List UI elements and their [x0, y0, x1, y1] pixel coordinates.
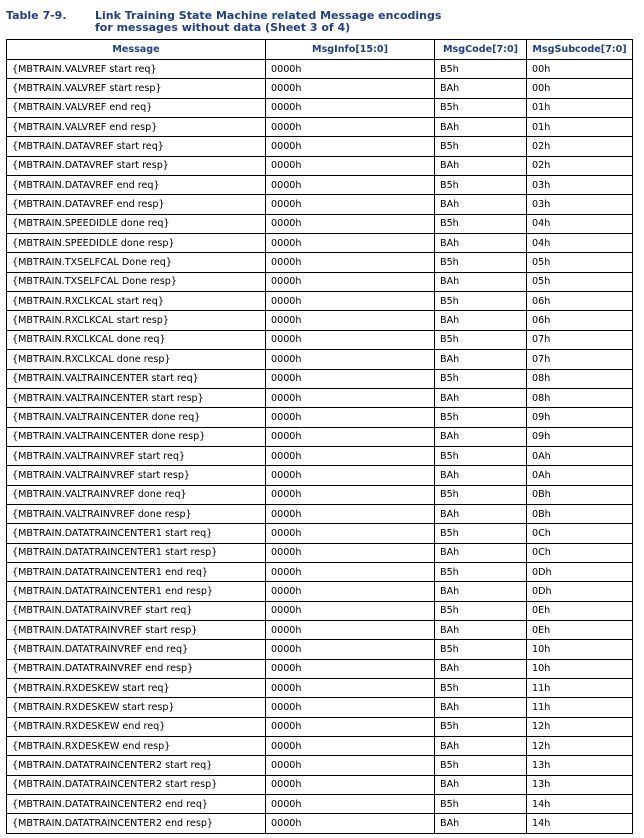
cell-msgsubcode: 09h: [527, 408, 633, 427]
table-row: [7, 408, 633, 427]
cell-msgcode: B5h: [435, 176, 527, 195]
cell-msgcode: BAh: [435, 620, 527, 639]
cell-msgcode: BAh: [435, 775, 527, 794]
cell-msgcode: BAh: [435, 504, 527, 523]
cell-msgsubcode: 01h: [527, 98, 633, 117]
table-row: [7, 234, 633, 253]
table-number: Table 7-9.: [6, 9, 67, 22]
cell-message: {MBTRAIN.VALTRAINVREF done resp}: [7, 504, 266, 523]
header-message: Message: [7, 40, 266, 60]
cell-msginfo: 0000h: [266, 369, 435, 388]
cell-msginfo: 0000h: [266, 814, 435, 833]
cell-msgsubcode: 04h: [527, 214, 633, 233]
cell-message: {MBTRAIN.VALTRAINVREF start req}: [7, 446, 266, 465]
table-title-line-1: Link Training State Machine related Message encodings: [95, 9, 442, 22]
table-row: [7, 446, 633, 465]
table-row: [7, 543, 633, 562]
cell-msginfo: 0000h: [266, 795, 435, 814]
cell-message: {MBTRAIN.SPEEDIDLE done req}: [7, 214, 266, 233]
table-row: [7, 156, 633, 175]
cell-msgcode: BAh: [435, 698, 527, 717]
table-row: [7, 98, 633, 117]
cell-message: {MBTRAIN.VALTRAINVREF start resp}: [7, 466, 266, 485]
table-row: [7, 350, 633, 369]
cell-msginfo: 0000h: [266, 195, 435, 214]
cell-message: {MBTRAIN.DATATRAINCENTER2 end req}: [7, 795, 266, 814]
table-row: [7, 737, 633, 756]
cell-msgcode: B5h: [435, 292, 527, 311]
cell-msgsubcode: 08h: [527, 369, 633, 388]
table-row: [7, 311, 633, 330]
cell-message: {MBTRAIN.SPEEDIDLE done resp}: [7, 234, 266, 253]
cell-msgsubcode: 13h: [527, 775, 633, 794]
cell-msgcode: BAh: [435, 388, 527, 407]
cell-message: {MBTRAIN.DATAVREF start req}: [7, 137, 266, 156]
table-row: [7, 504, 633, 523]
cell-msgsubcode: 03h: [527, 195, 633, 214]
cell-msgsubcode: 03h: [527, 176, 633, 195]
table-row: [7, 118, 633, 137]
cell-msgcode: B5h: [435, 562, 527, 581]
cell-message: {MBTRAIN.VALTRAINCENTER start req}: [7, 369, 266, 388]
cell-msginfo: 0000h: [266, 176, 435, 195]
table-row: [7, 775, 633, 794]
cell-msginfo: 0000h: [266, 582, 435, 601]
cell-msginfo: 0000h: [266, 775, 435, 794]
cell-message: {MBTRAIN.DATAVREF start resp}: [7, 156, 266, 175]
cell-msgsubcode: 0Dh: [527, 582, 633, 601]
cell-message: {MBTRAIN.RXCLKCAL done req}: [7, 330, 266, 349]
cell-message: {MBTRAIN.DATATRAINCENTER1 start resp}: [7, 543, 266, 562]
cell-msginfo: 0000h: [266, 485, 435, 504]
table-row: [7, 214, 633, 233]
cell-msgsubcode: 0Ch: [527, 524, 633, 543]
cell-msginfo: 0000h: [266, 679, 435, 698]
cell-msginfo: 0000h: [266, 543, 435, 562]
cell-msginfo: 0000h: [266, 408, 435, 427]
cell-msgcode: BAh: [435, 195, 527, 214]
cell-msginfo: 0000h: [266, 659, 435, 678]
table-row: [7, 195, 633, 214]
table-row: [7, 524, 633, 543]
cell-msgcode: BAh: [435, 350, 527, 369]
table-row: [7, 562, 633, 581]
cell-msgsubcode: 0Bh: [527, 485, 633, 504]
table-row: [7, 427, 633, 446]
cell-message: {MBTRAIN.DATATRAINCENTER1 end req}: [7, 562, 266, 581]
cell-msgcode: B5h: [435, 137, 527, 156]
cell-msginfo: 0000h: [266, 272, 435, 291]
cell-msgcode: BAh: [435, 466, 527, 485]
table-row: [7, 466, 633, 485]
cell-msgsubcode: 0Eh: [527, 601, 633, 620]
cell-msginfo: 0000h: [266, 756, 435, 775]
cell-msginfo: 0000h: [266, 292, 435, 311]
cell-msgcode: BAh: [435, 234, 527, 253]
cell-msgcode: B5h: [435, 330, 527, 349]
cell-msginfo: 0000h: [266, 388, 435, 407]
cell-msginfo: 0000h: [266, 504, 435, 523]
cell-msginfo: 0000h: [266, 214, 435, 233]
cell-message: {MBTRAIN.VALVREF start req}: [7, 60, 266, 79]
cell-message: {MBTRAIN.RXDESKEW end resp}: [7, 737, 266, 756]
cell-message: {MBTRAIN.TXSELFCAL Done req}: [7, 253, 266, 272]
cell-msgsubcode: 11h: [527, 698, 633, 717]
cell-msgcode: B5h: [435, 601, 527, 620]
cell-msgsubcode: 05h: [527, 272, 633, 291]
cell-msgsubcode: 00h: [527, 79, 633, 98]
cell-msginfo: 0000h: [266, 640, 435, 659]
cell-msginfo: 0000h: [266, 350, 435, 369]
cell-message: {MBTRAIN.VALVREF end req}: [7, 98, 266, 117]
cell-msginfo: 0000h: [266, 98, 435, 117]
cell-msginfo: 0000h: [266, 620, 435, 639]
cell-msgcode: B5h: [435, 253, 527, 272]
cell-message: {MBTRAIN.DATATRAINVREF start req}: [7, 601, 266, 620]
cell-msgsubcode: 02h: [527, 137, 633, 156]
cell-msginfo: 0000h: [266, 79, 435, 98]
cell-message: {MBTRAIN.DATAVREF end req}: [7, 176, 266, 195]
cell-msgcode: B5h: [435, 408, 527, 427]
cell-msgsubcode: 09h: [527, 427, 633, 446]
cell-msgsubcode: 12h: [527, 737, 633, 756]
cell-msgcode: B5h: [435, 756, 527, 775]
cell-message: {MBTRAIN.DATATRAINCENTER2 start req}: [7, 756, 266, 775]
cell-msgcode: BAh: [435, 737, 527, 756]
header-msgcode: MsgCode[7:0]: [435, 40, 527, 60]
cell-msgsubcode: 04h: [527, 234, 633, 253]
cell-message: {MBTRAIN.TXSELFCAL Done resp}: [7, 272, 266, 291]
cell-msgsubcode: 07h: [527, 350, 633, 369]
table-title-line-2: for messages without data (Sheet 3 of 4): [95, 20, 351, 34]
cell-msginfo: 0000h: [266, 446, 435, 465]
cell-msginfo: 0000h: [266, 118, 435, 137]
table-row: [7, 137, 633, 156]
cell-msginfo: 0000h: [266, 524, 435, 543]
cell-msgcode: BAh: [435, 543, 527, 562]
cell-msgsubcode: 0Eh: [527, 620, 633, 639]
table-row: [7, 388, 633, 407]
cell-message: {MBTRAIN.DATAVREF end resp}: [7, 195, 266, 214]
cell-msginfo: 0000h: [266, 698, 435, 717]
cell-message: {MBTRAIN.VALTRAINCENTER start resp}: [7, 388, 266, 407]
cell-msgcode: B5h: [435, 214, 527, 233]
cell-msgsubcode: 08h: [527, 388, 633, 407]
cell-msgcode: B5h: [435, 640, 527, 659]
cell-msginfo: 0000h: [266, 60, 435, 79]
cell-msginfo: 0000h: [266, 466, 435, 485]
cell-msgsubcode: 0Dh: [527, 562, 633, 581]
message-encoding-table: [6, 39, 633, 834]
cell-msgcode: BAh: [435, 272, 527, 291]
cell-msgsubcode: 06h: [527, 311, 633, 330]
cell-msginfo: 0000h: [266, 737, 435, 756]
cell-msgcode: BAh: [435, 814, 527, 833]
cell-msginfo: 0000h: [266, 330, 435, 349]
table-row: [7, 620, 633, 639]
cell-msginfo: 0000h: [266, 562, 435, 581]
cell-message: {MBTRAIN.DATATRAINCENTER1 start req}: [7, 524, 266, 543]
cell-msginfo: 0000h: [266, 156, 435, 175]
cell-msgsubcode: 10h: [527, 659, 633, 678]
cell-msgsubcode: 0Bh: [527, 504, 633, 523]
cell-msginfo: 0000h: [266, 601, 435, 620]
cell-msgsubcode: 0Ah: [527, 446, 633, 465]
cell-msgsubcode: 07h: [527, 330, 633, 349]
table-row: [7, 485, 633, 504]
cell-message: {MBTRAIN.RXDESKEW start req}: [7, 679, 266, 698]
cell-msginfo: 0000h: [266, 234, 435, 253]
cell-msgsubcode: 05h: [527, 253, 633, 272]
cell-message: {MBTRAIN.RXDESKEW start resp}: [7, 698, 266, 717]
table-row: [7, 679, 633, 698]
cell-message: {MBTRAIN.VALVREF end resp}: [7, 118, 266, 137]
cell-msgcode: BAh: [435, 582, 527, 601]
cell-message: {MBTRAIN.VALTRAINCENTER done resp}: [7, 427, 266, 446]
table-row: [7, 698, 633, 717]
table-row: [7, 659, 633, 678]
cell-msgsubcode: 10h: [527, 640, 633, 659]
cell-msgcode: B5h: [435, 98, 527, 117]
cell-msgcode: BAh: [435, 427, 527, 446]
cell-message: {MBTRAIN.RXCLKCAL start resp}: [7, 311, 266, 330]
cell-msgsubcode: 06h: [527, 292, 633, 311]
cell-msgcode: BAh: [435, 156, 527, 175]
cell-msgcode: B5h: [435, 60, 527, 79]
cell-message: {MBTRAIN.RXDESKEW end req}: [7, 717, 266, 736]
table-row: [7, 756, 633, 775]
table-row: [7, 795, 633, 814]
cell-msgsubcode: 01h: [527, 118, 633, 137]
table-row: [7, 369, 633, 388]
cell-msgsubcode: 11h: [527, 679, 633, 698]
cell-msginfo: 0000h: [266, 253, 435, 272]
cell-msgsubcode: 0Ch: [527, 543, 633, 562]
cell-msgcode: B5h: [435, 446, 527, 465]
cell-message: {MBTRAIN.DATATRAINCENTER1 end resp}: [7, 582, 266, 601]
cell-msginfo: 0000h: [266, 717, 435, 736]
cell-message: {MBTRAIN.RXCLKCAL done resp}: [7, 350, 266, 369]
table-row: [7, 717, 633, 736]
cell-msgcode: B5h: [435, 485, 527, 504]
cell-msgcode: BAh: [435, 659, 527, 678]
table-row: [7, 582, 633, 601]
cell-msgsubcode: 14h: [527, 795, 633, 814]
cell-msgcode: B5h: [435, 717, 527, 736]
cell-msginfo: 0000h: [266, 137, 435, 156]
cell-message: {MBTRAIN.DATATRAINVREF end resp}: [7, 659, 266, 678]
cell-msginfo: 0000h: [266, 427, 435, 446]
cell-msgcode: B5h: [435, 679, 527, 698]
table-row: [7, 601, 633, 620]
table-row: [7, 330, 633, 349]
table-title: [95, 10, 635, 33]
cell-message: {MBTRAIN.VALVREF start resp}: [7, 79, 266, 98]
table-row: [7, 292, 633, 311]
table-row: [7, 272, 633, 291]
cell-msgsubcode: 00h: [527, 60, 633, 79]
cell-message: {MBTRAIN.VALTRAINCENTER done req}: [7, 408, 266, 427]
cell-msgcode: BAh: [435, 118, 527, 137]
cell-msgcode: B5h: [435, 369, 527, 388]
cell-msgsubcode: 0Ah: [527, 466, 633, 485]
cell-message: {MBTRAIN.DATATRAINCENTER2 start resp}: [7, 775, 266, 794]
table-row: [7, 640, 633, 659]
table-row: [7, 253, 633, 272]
table-body: [7, 60, 633, 834]
table-row: [7, 79, 633, 98]
table-header-row: [7, 40, 633, 60]
header-msgsubcode: MsgSubcode[7:0]: [527, 40, 633, 60]
cell-msgcode: B5h: [435, 795, 527, 814]
table-row: [7, 814, 633, 833]
cell-msgcode: B5h: [435, 524, 527, 543]
cell-message: {MBTRAIN.DATATRAINVREF start resp}: [7, 620, 266, 639]
cell-msgsubcode: 02h: [527, 156, 633, 175]
cell-msgcode: BAh: [435, 79, 527, 98]
cell-message: {MBTRAIN.DATATRAINVREF end req}: [7, 640, 266, 659]
cell-message: {MBTRAIN.RXCLKCAL start req}: [7, 292, 266, 311]
cell-msgsubcode: 14h: [527, 814, 633, 833]
cell-msginfo: 0000h: [266, 311, 435, 330]
cell-message: {MBTRAIN.DATATRAINCENTER2 end resp}: [7, 814, 266, 833]
cell-msgcode: BAh: [435, 311, 527, 330]
cell-msgsubcode: 12h: [527, 717, 633, 736]
header-msginfo: MsgInfo[15:0]: [266, 40, 435, 60]
table-row: [7, 176, 633, 195]
table-row: [7, 60, 633, 79]
cell-msgsubcode: 13h: [527, 756, 633, 775]
cell-message: {MBTRAIN.VALTRAINVREF done req}: [7, 485, 266, 504]
